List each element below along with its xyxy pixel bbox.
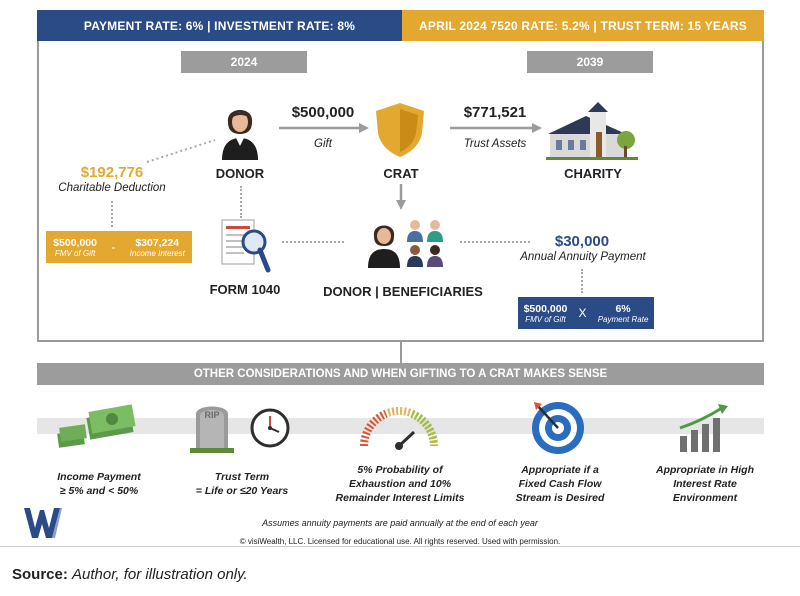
trust-assets-label: Trust Assets [463, 138, 527, 150]
consideration-4-line1: Appropriate if a [521, 464, 599, 476]
tombstone-icon [188, 400, 236, 454]
deduction-vertical-connector [111, 201, 113, 227]
clock-icon [250, 408, 290, 448]
charity-label: CHARITY [564, 166, 622, 181]
annuity-calc-box [518, 297, 654, 329]
consideration-1-line1: Income Payment [57, 471, 141, 483]
deduction-calc-box [46, 231, 192, 263]
trust-assets-amount: $771,521 [463, 104, 527, 121]
money-icon [56, 404, 142, 452]
annuity-label: Annual Annuity Payment [520, 251, 646, 263]
beneficiaries-annuity-connector [460, 241, 530, 243]
considerations-title: OTHER CONSIDERATIONS AND WHEN GIFTING TO A CRAT MAKES SENSE [37, 363, 764, 385]
consideration-5-line2: Interest Rate [673, 478, 737, 490]
visiwealth-logo [22, 502, 62, 542]
gift-label: Gift [314, 138, 332, 150]
beneficiary-donor-icon [366, 218, 402, 268]
year-end-box: 2039 [527, 51, 653, 73]
consideration-2-line2: = Life or ≤20 Years [195, 485, 289, 497]
consideration-4-line3: Stream is Desired [515, 492, 605, 504]
down-arrow [394, 182, 408, 212]
consideration-3-line2: Exhaustion and 10% [348, 478, 452, 490]
crat-label: CRAT [383, 166, 419, 181]
consideration-caption-3 [335, 463, 465, 505]
consideration-2-line1: Trust Term [214, 471, 270, 483]
beneficiaries-label: DONOR | BENEFICIARIES [323, 284, 483, 299]
deduction-income-label: Income Interest [129, 248, 185, 258]
divider [0, 546, 800, 547]
consideration-caption-2 [182, 470, 302, 498]
beneficiaries-group-icon [405, 218, 445, 268]
gauge-icon [356, 400, 442, 452]
annuity-rate-value: 6% [615, 302, 631, 315]
source-line [12, 566, 248, 583]
consideration-caption-4 [500, 463, 620, 505]
consideration-5-line1: Appropriate in High [656, 464, 754, 476]
source-text: Author, for illustration only. [72, 566, 248, 583]
consideration-5-line3: Environment [672, 492, 738, 504]
consideration-3-line3: Remainder Interest Limits [335, 492, 465, 504]
deduction-fmv-value: $500,000 [53, 236, 97, 249]
target-icon [528, 400, 586, 456]
donor-label: DONOR [215, 166, 265, 181]
church-icon [546, 102, 638, 162]
section-connector [400, 342, 402, 363]
annuity-amount: $30,000 [554, 233, 610, 250]
consideration-caption-5 [642, 463, 768, 505]
donor-form-connector [240, 186, 242, 218]
consideration-4-line2: Fixed Cash Flow [518, 478, 602, 490]
consideration-3-line1: 5% Probability of [357, 464, 443, 476]
deduction-income-value: $307,224 [135, 236, 180, 249]
year-start-box: 2024 [181, 51, 307, 73]
rates-banner: PAYMENT RATE: 6% | INVESTMENT RATE: 8% [37, 10, 402, 41]
gift-amount: $500,000 [291, 104, 355, 121]
multiply-operator: X [578, 306, 587, 320]
trust-assets-arrow [448, 122, 544, 134]
annuity-fmv-label: FMV of Gift [525, 314, 566, 324]
deduction-label: Charitable Deduction [58, 182, 166, 194]
minus-operator: - [111, 240, 116, 254]
source-label: Source: [12, 566, 68, 583]
terms-banner: APRIL 2024 7520 RATE: 5.2% | TRUST TERM: 15 YEARS [402, 10, 764, 41]
deduction-amount: $192,776 [80, 164, 144, 181]
consideration-1-line2: ≥ 5% and < 50% [59, 485, 139, 497]
donor-deduction-connector [145, 138, 217, 164]
form-beneficiaries-connector [282, 241, 344, 243]
form-label: FORM 1040 [209, 282, 281, 297]
annuity-vertical-connector [581, 269, 583, 293]
growth-chart-icon [676, 402, 732, 454]
deduction-fmv-label: FMV of Gift [54, 248, 96, 258]
shield-icon [374, 101, 426, 159]
tombstone-text: RIP [204, 410, 220, 420]
annuity-fmv-value: $500,000 [523, 302, 568, 315]
copyright: © visiWealth, LLC. Licensed for educational use. All rights reserved. Used with permission. [239, 537, 561, 546]
donor-icon [218, 100, 262, 160]
gift-arrow [277, 122, 371, 134]
tax-form-icon [218, 216, 272, 276]
footnote: Assumes annuity payments are paid annually at the end of each year [262, 518, 538, 528]
annuity-rate-label: Payment Rate [597, 314, 649, 324]
consideration-caption-1 [44, 470, 154, 498]
